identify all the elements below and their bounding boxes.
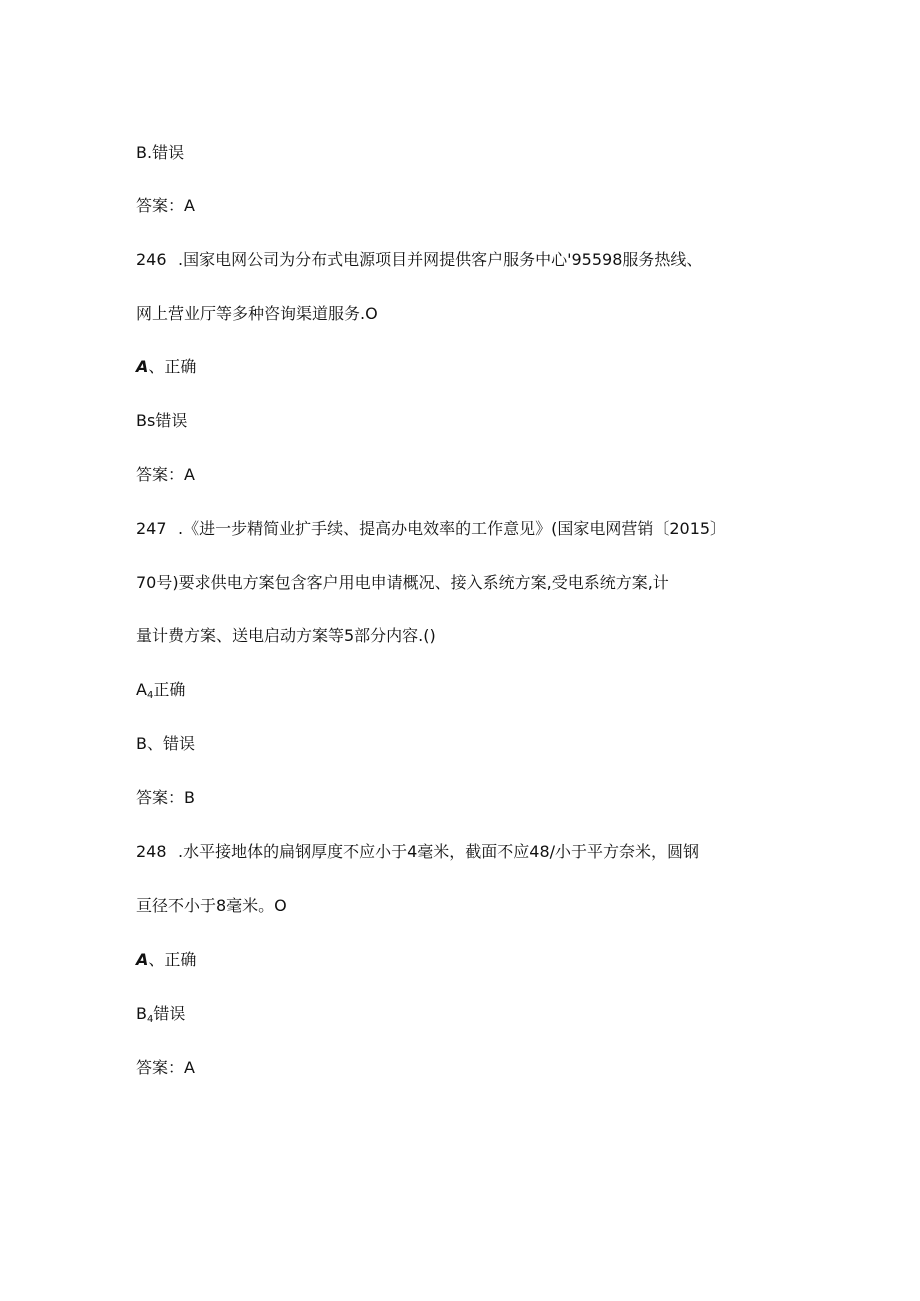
question-246-continued	[136, 304, 378, 324]
question-248-option-a	[136, 950, 196, 970]
option-letter: A	[136, 357, 149, 376]
answer-text: 答案：B	[136, 788, 195, 807]
answer-text: 答案：A	[136, 465, 195, 484]
question-text-continued: 70号)要求供电方案包含客户用电申请概况、接入系统方案,受电系统方案,计	[136, 573, 669, 592]
answer-prev	[136, 196, 195, 216]
option-text: 正确	[153, 680, 186, 699]
question-number: 246	[136, 250, 167, 269]
question-247-answer	[136, 788, 195, 808]
question-248-continued	[136, 896, 287, 916]
question-246-option-a	[136, 357, 196, 377]
question-text: .《进一步精简业扩手续、提高办电效率的工作意见》(国家电网营销〔2015〕	[178, 519, 727, 538]
option-b-prev	[136, 143, 184, 163]
option-text: 错误	[153, 1004, 186, 1023]
question-246	[136, 250, 702, 270]
answer-text: 答案：A	[136, 196, 195, 215]
question-247-continued-1	[136, 573, 669, 593]
question-number: 248	[136, 842, 167, 861]
option-letter: A	[136, 950, 149, 969]
question-247-option-b	[136, 734, 195, 754]
option-text: B.错误	[136, 143, 185, 162]
question-248-answer	[136, 1058, 195, 1078]
question-247	[136, 519, 726, 539]
question-number: 247	[136, 519, 167, 538]
question-text: .水平接地体的扁钢厚度不应小于4毫米，截面不应48/小于平方奈米，圆钢	[178, 842, 700, 861]
option-text: 、正确	[148, 950, 197, 969]
question-247-continued-2	[136, 626, 436, 646]
question-246-answer	[136, 465, 195, 485]
option-letter: B	[136, 1004, 147, 1023]
question-text-continued: 亘径不小于8毫米。O	[136, 896, 287, 915]
question-text: .国家电网公司为分布式电源项目并网提供客户服务中心'95598服务热线、	[178, 250, 703, 269]
option-text: Bs错误	[136, 411, 188, 430]
option-subscript: 4	[146, 1014, 154, 1025]
question-248-option-b	[136, 1004, 185, 1030]
option-text: B、错误	[136, 734, 195, 753]
question-248	[136, 842, 699, 862]
question-text-continued: 网上营业厅等多种咨询渠道服务.O	[136, 304, 378, 323]
answer-text: 答案：A	[136, 1058, 195, 1077]
question-247-option-a	[136, 680, 185, 706]
option-subscript: 4	[146, 690, 154, 701]
option-letter: A	[136, 680, 147, 699]
option-text: 、正确	[148, 357, 197, 376]
question-246-option-b	[136, 411, 187, 431]
question-text-continued: 量计费方案、送电启动方案等5部分内容.()	[136, 626, 436, 645]
